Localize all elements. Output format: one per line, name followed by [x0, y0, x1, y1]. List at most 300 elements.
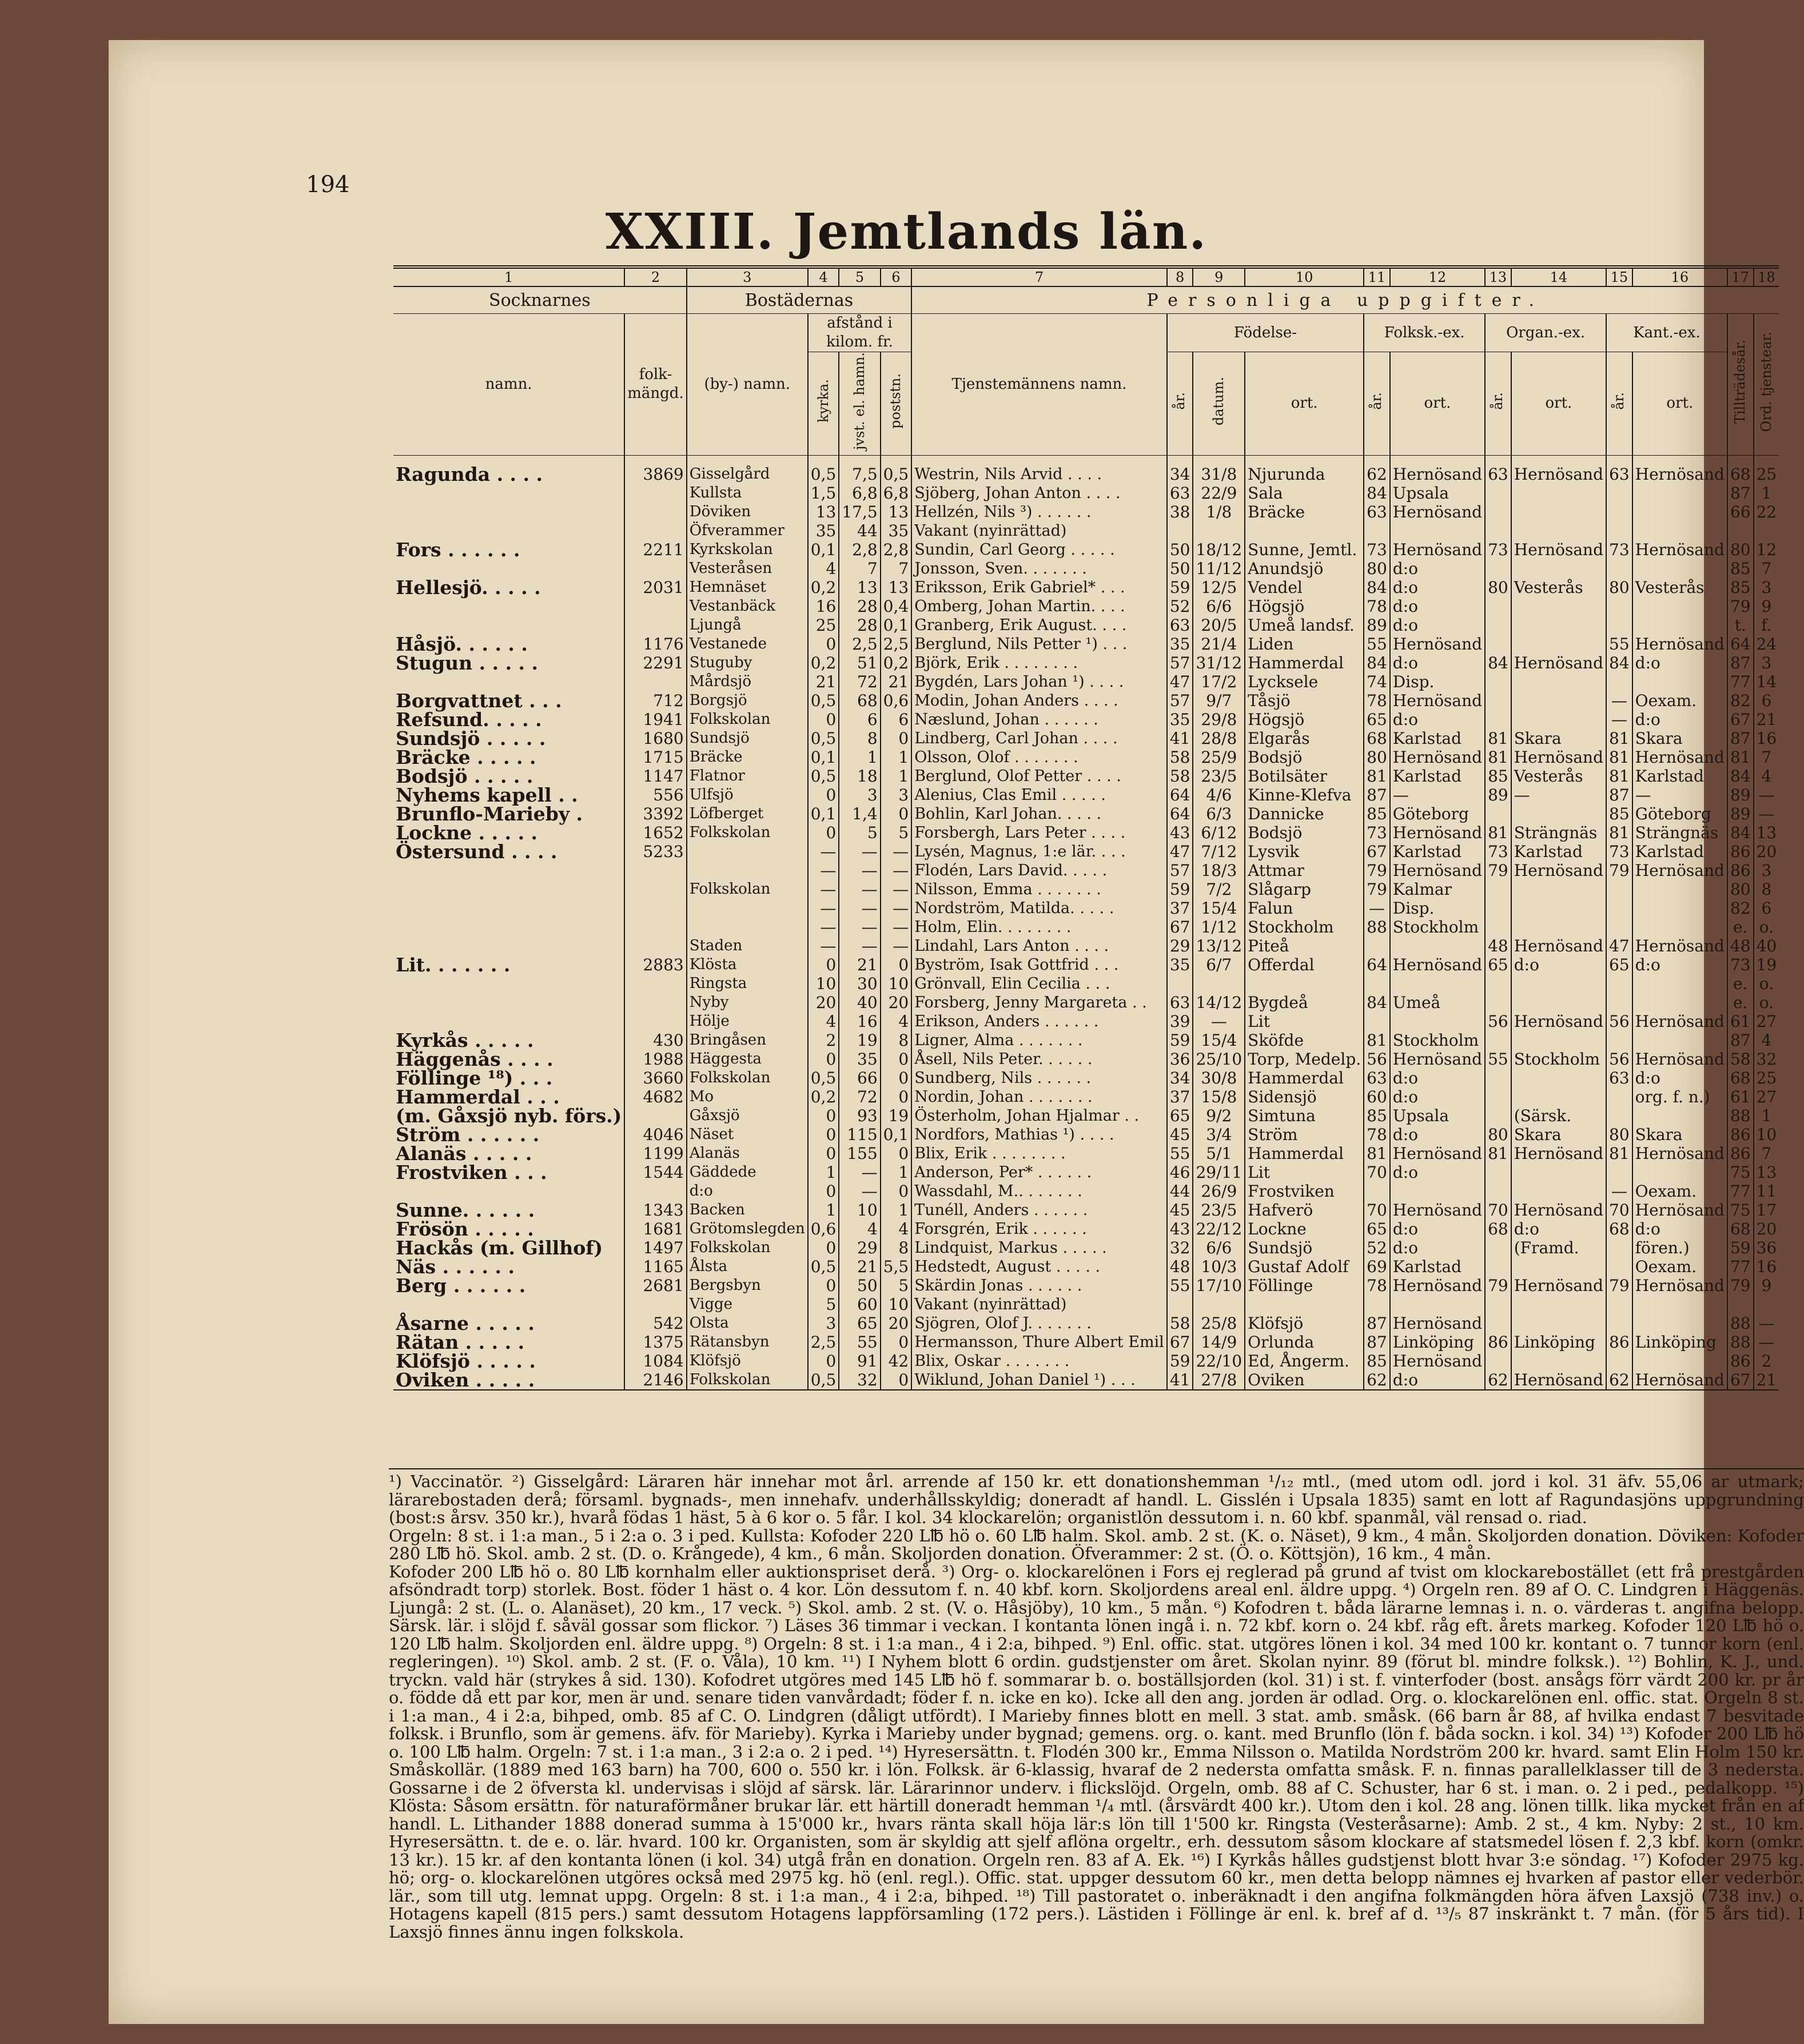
cell-birth-date: 23/5	[1193, 767, 1245, 786]
cell-folksk-year: 63	[1364, 1069, 1390, 1087]
table-row	[393, 559, 1779, 578]
cell-dist-railway: 29	[839, 1238, 880, 1257]
cell-entry-year: 80	[1727, 880, 1754, 899]
cell-dist-railway: 65	[839, 1314, 880, 1333]
cell-birth-year: 38	[1167, 503, 1193, 521]
column-number-row	[393, 267, 1779, 286]
cell-village: Löfberget	[687, 804, 808, 823]
cell-organ-place: Skara	[1511, 1125, 1606, 1144]
table-row	[393, 672, 1779, 691]
cell-folksk-year: 68	[1364, 729, 1390, 748]
cell-birth-place: Klöfsjö	[1245, 1314, 1364, 1333]
cell-dist-church: 0,2	[808, 1087, 839, 1106]
cell-dist-railway: —	[839, 842, 880, 861]
cell-service-years: 3	[1754, 861, 1779, 880]
cell-parish: Åsarne . . . . .	[396, 1312, 535, 1334]
cell-birth-year: 45	[1167, 1201, 1193, 1220]
cell-entry-year: 68	[1727, 1069, 1754, 1087]
cell-birth-place: Umeå landsf.	[1245, 616, 1364, 635]
cell-kant-year	[1606, 1295, 1632, 1314]
cell-birth-place: Lit	[1245, 1163, 1364, 1182]
cell-village: Borgsjö	[687, 691, 808, 710]
cell-population: 3392	[624, 804, 686, 823]
cell-parish: Borgvattnet . . .	[396, 689, 562, 712]
cell-official: Erikson, Anders . . . . . .	[911, 1012, 1167, 1031]
cell-village	[687, 918, 808, 937]
cell-population: 1375	[624, 1333, 686, 1352]
cell-service-years: 20	[1754, 842, 1779, 861]
cell-organ-place: Skara	[1511, 729, 1606, 748]
header-folksk-exam: Folksk.-ex.	[1364, 314, 1485, 352]
cell-village: Backen	[687, 1201, 808, 1220]
cell-kant-place: Karlstad	[1632, 842, 1727, 861]
cell-population: 2146	[624, 1370, 686, 1390]
cell-dist-post: 0	[881, 955, 912, 974]
cell-kant-year	[1606, 672, 1632, 691]
cell-entry-year: 61	[1727, 1012, 1754, 1031]
cell-organ-year	[1485, 1069, 1511, 1087]
cell-kant-place: Hernösand	[1632, 748, 1727, 767]
table-row	[393, 1220, 1779, 1238]
cell-organ-year	[1485, 918, 1511, 937]
cell-village: Öfverammer	[687, 521, 808, 540]
cell-folksk-place: d:o	[1390, 1220, 1485, 1238]
cell-organ-place: Hernösand	[1511, 937, 1606, 955]
cell-organ-place	[1511, 993, 1606, 1012]
cell-parish	[393, 1295, 624, 1314]
cell-birth-year: 57	[1167, 654, 1193, 672]
cell-birth-place: Gustaf Adolf	[1245, 1257, 1364, 1276]
cell-population: 542	[624, 1314, 686, 1333]
cell-organ-year: 81	[1485, 823, 1511, 842]
cell-birth-date: 18/12	[1193, 540, 1245, 559]
cell-dist-post: 1	[881, 1163, 912, 1182]
cell-folksk-year: 78	[1364, 1276, 1390, 1295]
cell-birth-place: Njurunda	[1245, 455, 1364, 484]
cell-dist-railway: 66	[839, 1069, 880, 1087]
cell-official: Ligner, Alma . . . . . . .	[911, 1031, 1167, 1050]
cell-dist-railway: 6	[839, 710, 880, 729]
cell-organ-year: 81	[1485, 748, 1511, 767]
cell-birth-year: 44	[1167, 1182, 1193, 1201]
cell-service-years: 21	[1754, 1370, 1779, 1390]
cell-organ-place	[1511, 1295, 1606, 1314]
cell-parish: Alanäs . . . . .	[396, 1142, 532, 1165]
cell-service-years: 24	[1754, 635, 1779, 654]
cell-birth-date: 6/7	[1193, 955, 1245, 974]
cell-official: Hellzén, Nils ³) . . . . . .	[911, 503, 1167, 521]
cell-parish: Föllinge ¹⁸) . . .	[396, 1066, 553, 1089]
cell-service-years: 22	[1754, 503, 1779, 521]
cell-organ-place: Hernösand	[1511, 1370, 1606, 1390]
cell-dist-church: —	[808, 918, 839, 937]
cell-folksk-place: d:o	[1390, 1069, 1485, 1087]
cell-service-years: 14	[1754, 672, 1779, 691]
cell-dist-church: —	[808, 937, 839, 955]
cell-organ-place: d:o	[1511, 1220, 1606, 1238]
cell-service-years: 9	[1754, 597, 1779, 616]
cell-village: Gäddede	[687, 1163, 808, 1182]
cell-birth-date: 22/9	[1193, 484, 1245, 503]
cell-organ-year: 62	[1485, 1370, 1511, 1390]
cell-entry-year: 88	[1727, 1333, 1754, 1352]
cell-kant-year: 62	[1606, 1370, 1632, 1390]
cell-kant-place: Hernösand	[1632, 635, 1727, 654]
cell-organ-year	[1485, 804, 1511, 823]
cell-birth-date: 3/4	[1193, 1125, 1245, 1144]
cell-official: Lindquist, Markus . . . . .	[911, 1238, 1167, 1257]
cell-dist-railway: —	[839, 861, 880, 880]
cell-service-years: —	[1754, 786, 1779, 804]
table-row	[393, 993, 1779, 1012]
cell-entry-year: 68	[1727, 455, 1754, 484]
cell-organ-year	[1485, 484, 1511, 503]
cell-parish: Östersund . . . .	[396, 840, 557, 863]
cell-organ-place	[1511, 974, 1606, 993]
cell-kant-year	[1606, 899, 1632, 918]
cell-dist-railway: 72	[839, 672, 880, 691]
cell-organ-year: 84	[1485, 654, 1511, 672]
cell-parish	[393, 521, 624, 540]
cell-service-years: o.	[1754, 918, 1779, 937]
cell-official: Westrin, Nils Arvid . . . .	[911, 455, 1167, 484]
cell-organ-year	[1485, 710, 1511, 729]
cell-entry-year: 58	[1727, 1050, 1754, 1069]
table-row	[393, 578, 1779, 597]
cell-folksk-year: 84	[1364, 654, 1390, 672]
colnum: 4	[808, 267, 839, 286]
cell-birth-place: Tåsjö	[1245, 691, 1364, 710]
cell-kant-place: —	[1632, 786, 1727, 804]
cell-folksk-year: 73	[1364, 823, 1390, 842]
cell-kant-place: Hernösand	[1632, 1276, 1727, 1295]
header-birth-place: ort.	[1245, 352, 1364, 456]
cell-kant-year: 55	[1606, 635, 1632, 654]
cell-kant-place: Karlstad	[1632, 767, 1727, 786]
cell-kant-place	[1632, 899, 1727, 918]
cell-dist-church: 0	[808, 710, 839, 729]
cell-birth-date: 11/12	[1193, 559, 1245, 578]
cell-kant-year: —	[1606, 1182, 1632, 1201]
table-row	[393, 1069, 1779, 1087]
cell-dist-church: 20	[808, 993, 839, 1012]
cell-service-years: 11	[1754, 1182, 1779, 1201]
cell-service-years: 16	[1754, 729, 1779, 748]
cell-kant-year: 73	[1606, 842, 1632, 861]
cell-entry-year: 77	[1727, 672, 1754, 691]
table-row	[393, 899, 1779, 918]
colnum: 17	[1727, 267, 1754, 286]
cell-dist-post: 5	[881, 1276, 912, 1295]
header-parish-name: namn.	[393, 314, 624, 456]
cell-birth-date: 29/8	[1193, 710, 1245, 729]
header-folksk-place: ort.	[1390, 352, 1485, 456]
cell-kant-place	[1632, 521, 1727, 540]
table-row	[393, 1295, 1779, 1314]
cell-birth-date: 7/12	[1193, 842, 1245, 861]
cell-birth-year: 39	[1167, 1012, 1193, 1031]
cell-dist-post: —	[881, 861, 912, 880]
cell-folksk-year: —	[1364, 899, 1390, 918]
cell-dist-railway: 155	[839, 1144, 880, 1163]
cell-folksk-place: d:o	[1390, 1163, 1485, 1182]
cell-birth-year: 36	[1167, 1050, 1193, 1069]
cell-dist-church: 0,5	[808, 691, 839, 710]
cell-birth-year: 50	[1167, 559, 1193, 578]
cell-birth-place: Offerdal	[1245, 955, 1364, 974]
cell-dist-church: 21	[808, 672, 839, 691]
cell-population: 1681	[624, 1220, 686, 1238]
cell-population	[624, 918, 686, 937]
cell-entry-year: 87	[1727, 1031, 1754, 1050]
cell-official: Hermansson, Thure Albert Emil	[911, 1333, 1167, 1352]
cell-birth-date	[1193, 974, 1245, 993]
cell-dist-railway: 6,8	[839, 484, 880, 503]
cell-entry-year: 87	[1727, 729, 1754, 748]
cell-kant-place	[1632, 993, 1727, 1012]
cell-population	[624, 672, 686, 691]
cell-kant-place	[1632, 1031, 1727, 1050]
cell-kant-year: —	[1606, 691, 1632, 710]
cell-folksk-place: Stockholm	[1390, 918, 1485, 937]
table-row	[393, 786, 1779, 804]
cell-kant-place	[1632, 597, 1727, 616]
cell-parish: Bräcke . . . . .	[396, 746, 536, 768]
cell-folksk-year: 88	[1364, 918, 1390, 937]
cell-population: 2211	[624, 540, 686, 559]
cell-dist-post: 13	[881, 578, 912, 597]
cell-birth-place: Bodsjö	[1245, 748, 1364, 767]
cell-population	[624, 880, 686, 899]
cell-dist-church: 0	[808, 786, 839, 804]
table-row	[393, 1314, 1779, 1333]
cell-dist-church: —	[808, 861, 839, 880]
cell-dist-post: 35	[881, 521, 912, 540]
cell-birth-year: 37	[1167, 899, 1193, 918]
cell-service-years: 1	[1754, 1106, 1779, 1125]
cell-birth-year: 45	[1167, 1125, 1193, 1144]
cell-dist-post: 0	[881, 1069, 912, 1087]
cell-dist-railway: 68	[839, 691, 880, 710]
cell-birth-place	[1245, 1295, 1364, 1314]
cell-birth-date: 10/3	[1193, 1257, 1245, 1276]
cell-service-years: 9	[1754, 1276, 1779, 1295]
cell-official: Bohlin, Karl Johan. . . . .	[911, 804, 1167, 823]
header-officials: Tjenstemännens namn.	[911, 314, 1167, 456]
cell-birth-place: Ström	[1245, 1125, 1364, 1144]
cell-birth-year: 35	[1167, 710, 1193, 729]
cell-village: Folkskolan	[687, 1370, 808, 1390]
cell-organ-place	[1511, 597, 1606, 616]
colnum: 8	[1167, 267, 1193, 286]
cell-organ-year: 70	[1485, 1201, 1511, 1220]
cell-folksk-year	[1364, 521, 1390, 540]
page-title: XXIII. Jemtlands län.	[605, 203, 1208, 261]
cell-folksk-place: d:o	[1390, 616, 1485, 635]
cell-birth-date: 6/6	[1193, 1238, 1245, 1257]
cell-official: Forsbergh, Lars Peter . . . .	[911, 823, 1167, 842]
cell-entry-year: 87	[1727, 484, 1754, 503]
cell-organ-year	[1485, 503, 1511, 521]
table-row	[393, 880, 1779, 899]
cell-parish: Lit. . . . . . .	[396, 953, 511, 976]
cell-parish	[393, 880, 624, 899]
cell-organ-year: 85	[1485, 767, 1511, 786]
table-row	[393, 1144, 1779, 1163]
cell-birth-year: 43	[1167, 823, 1193, 842]
cell-organ-year: 80	[1485, 1125, 1511, 1144]
cell-folksk-year	[1364, 937, 1390, 955]
cell-folksk-place: Hernösand	[1390, 691, 1485, 710]
cell-organ-place	[1511, 899, 1606, 918]
cell-folksk-year: 79	[1364, 861, 1390, 880]
cell-village: Folkskolan	[687, 823, 808, 842]
cell-organ-year	[1485, 1087, 1511, 1106]
cell-organ-year	[1485, 1106, 1511, 1125]
cell-kant-year	[1606, 1106, 1632, 1125]
cell-birth-date	[1193, 521, 1245, 540]
footnotes	[389, 1468, 1804, 1941]
header-birth: Födelse-	[1167, 314, 1364, 352]
cell-birth-date: 6/3	[1193, 804, 1245, 823]
cell-village: Klösta	[687, 955, 808, 974]
cell-birth-year	[1167, 521, 1193, 540]
cell-entry-year: 81	[1727, 748, 1754, 767]
cell-birth-place: Torp, Medelp.	[1245, 1050, 1364, 1069]
cell-service-years: —	[1754, 804, 1779, 823]
cell-entry-year: 66	[1727, 503, 1754, 521]
cell-entry-year: 82	[1727, 691, 1754, 710]
header-folksk-year: år.	[1368, 392, 1385, 410]
cell-population: 3660	[624, 1069, 686, 1087]
colnum: 5	[839, 267, 880, 286]
cell-village: Ringsta	[687, 974, 808, 993]
cell-organ-place	[1511, 559, 1606, 578]
cell-folksk-year: 81	[1364, 767, 1390, 786]
cell-parish: Ström . . . . . .	[396, 1123, 540, 1146]
cell-birth-place	[1245, 974, 1364, 993]
cell-village: Gisselgård	[687, 455, 808, 484]
cell-birth-year: 63	[1167, 993, 1193, 1012]
cell-entry-year: 87	[1727, 654, 1754, 672]
cell-folksk-place: Upsala	[1390, 484, 1485, 503]
cell-dist-railway: 60	[839, 1295, 880, 1314]
cell-organ-year	[1485, 691, 1511, 710]
cell-dist-church: 0,1	[808, 748, 839, 767]
footnote-paragraph: Kofoder 200 L℔ hö o. 80 L℔ kornhalm eller auktionspriset derå. ³) Org- o. klockarelönen i Fors ej reglerad på grund af tvist om klockarebostället (ett frå prestgården afsöndradt torp) storlek. Bost. föder 1 häst o. 4 kor. Lön dessutom f. n. 40 kbf. korn. Skoljordens areal enl. äldre uppg. ⁴) Orgeln ren. 89 af O. C. Lindgren i Häggenäs. Ljungå: 2 st. (L. o. Alanäset), 20 km., 17 veck. ⁵) Skol. amb. 2 st. (V. o. Håsjöby), 10 km., 5 mån. ⁶) Kofodren t. båda lärarne lemnas i. n. o. värderas t. angifna belopp. Särsk. lär. i slöjd f. såväl gossar som flickor. ⁷) Läses 36 timmar i veckan. I kontanta lönen ingå i. n. 72 kbf. korn o. 24 kbf. råg eft. årets markeg. Kofoder 120 L℔ hö o. 120 L℔ halm. Skoljorden enl. äldre uppg. ⁸) Orgeln: 8 st. i 1:a man., 4 i 2:a, bihped. ⁹) Enl. offic. stat. utgöres lönen i kol. 34 med 100 kr. kontant o. 7 tunnor korn (enl. regleringen). ¹⁰) Skol. amb. 2 st. (F. o. Våla), 10 km. ¹¹) I Nyhem blott 6 ordin. gudstjenster om året. Skolan nyinr. 89 (förut bl. mindre folksk.). ¹²) Bohlin, K. J., und. tryckn. vald här (strykes å sid. 130). Kofodret utgöres med 145 L℔ hö f. sommarar b. o. boställsjorden (kol. 31) i st. f. vinterfoder (bost. ansågs förr värdt 200 kr. pr år o. födde då ett par kor, men är und. senare tiden vanvårdadt; föder f. n. icke en ko). Icke all den ang. jorden är odlad. Org. o. klockarelönen enl. offic. stat. Orgeln 8 st. i 1:a man., 4 i 2:a, bihped, omb. 85 af C. O. Lindgren (dåligt utfördt). I Marieby finnes blott en mell. 3 stat. amb. småsk. (66 barn år 88, af hvilka endast 7 besvitade folksk. i Brunflo, som är gemens. äfv. för Marieby). Kyrka i Marieby under bygnad; gemens. org. o. kant. med Brunflo (lön f. båda sockn. i kol. 34) ¹³) Kofoder 200 L℔ hö o. 100 L℔ halm. Orgeln: 7 st. i 1:a man., 3 i 2:a o. 2 i ped. ¹⁴) Hyresersättn. t. Flodén 300 kr., Emma Nilsson o. Matilda Nordström 200 kr. hvard. samt Elin Holm 150 kr. Småskollär. (1889 med 163 barn) ha 700, 600 o. 550 kr. i lön. Folksk. är 6-klassig, hvaraf de 2 nedersta omfatta småsk. F. n. finnas parallelklasser till de 3 nedersta. Gossarne i de 2 öfversta kl. undervisas i slöjd af särsk. lär. Lärarinnor underv. i flickslöjd. Orgeln, omb. 88 af C. Schuster, har 6 st. i man. o. 2 i ped., pedalkopp. ¹⁵) Klösta: Såsom ersättn. för naturaförmåner brukar lär. ett härtill doneradt hemman ¹/₄ mtl. (årsvärdt 400 kr.). Utom den i kol. 28 ang. lönen tillk. lika mycket från en af handl. L. Lithander 1888 donerad summa à 15'000 kr., hvars ränta skall höja lär:s lön till 1'500 kr. Ringsta (Vesteråsarne): Amb. 2 st., 4 km. Nyby: 2 st., 10 km. Hyresersättn. t. de e. o. lär. hvard. 100 kr. Organisten, som är skyldig att sjelf aflöna orgeltr., erh. dessutom såsom klockare af statsmedel lösen f. 2,3 kbf. korn (omkr. 13 kr.). 15 kr. af den kontanta lönen (i kol. 34) utgå från en donation. Orgeln ren. 83 af A. Ek. ¹⁶) I Kyrkås hålles gudstjenst blott hvar 3:e söndag. ¹⁷) Kofoder 2975 kg. hö; org- o. klockarelönen utgöres också med 2975 kg. hö (enl. regl.). Offic. stat. uppger dessutom 60 kr., men detta belopp nämnes ej hvarken af pastor eller vederbör. lär., som till utg. lemnat uppg. Orgeln: 8 st. i 1:a man., 4 i 2:a, bihped. ¹⁸) Till pastoratet o. inberäknadt i den angifna folkmängden höra äfven Laxsjö (738 inv.) o. Hotagens kapell (815 pers.) samt dessutom Hotagens lappförsamling (172 pers.). Lästiden i Föllinge är enl. k. bref af d. ¹³/₅ 87 inskränkt t. 7 mån. (för 5 års tid). I Laxsjö finnes ännu ingen folkskola.	[389, 1561, 1804, 1942]
cell-parish: Klöfsjö . . . . .	[396, 1349, 536, 1372]
table-row	[393, 1352, 1779, 1370]
cell-organ-year	[1485, 635, 1511, 654]
cell-birth-year: 59	[1167, 1352, 1193, 1370]
cell-service-years: 10	[1754, 1125, 1779, 1144]
cell-parish: Ragunda . . . .	[396, 463, 543, 485]
cell-official: Lindberg, Carl Johan . . . .	[911, 729, 1167, 748]
cell-dist-railway: 35	[839, 1050, 880, 1069]
cell-village: Vigge	[687, 1295, 808, 1314]
cell-birth-date: 31/8	[1193, 455, 1245, 484]
cell-parish	[393, 503, 624, 521]
cell-village: Olsta	[687, 1314, 808, 1333]
cell-birth-date: 18/3	[1193, 861, 1245, 880]
group-personliga: Personliga uppgifter.	[911, 286, 1779, 314]
cell-kant-place: Strängnäs	[1632, 823, 1727, 842]
cell-birth-year: 41	[1167, 1370, 1193, 1390]
cell-dist-railway: 4	[839, 1220, 880, 1238]
cell-dist-church: 0,1	[808, 804, 839, 823]
cell-organ-place	[1511, 616, 1606, 635]
cell-kant-place: Hernösand	[1632, 1050, 1727, 1069]
cell-birth-year: 57	[1167, 861, 1193, 880]
cell-birth-year: 59	[1167, 578, 1193, 597]
cell-folksk-place: Karlstad	[1390, 1257, 1485, 1276]
cell-organ-year	[1485, 880, 1511, 899]
cell-birth-year: 57	[1167, 691, 1193, 710]
cell-birth-year: 32	[1167, 1238, 1193, 1257]
cell-kant-place: Hernösand	[1632, 1144, 1727, 1163]
cell-dist-post: 20	[881, 993, 912, 1012]
cell-population	[624, 559, 686, 578]
cell-birth-date: 20/5	[1193, 616, 1245, 635]
cell-birth-place: Ed, Ångerm.	[1245, 1352, 1364, 1370]
colnum: 6	[881, 267, 912, 286]
cell-birth-place: Piteå	[1245, 937, 1364, 955]
cell-official: Omberg, Johan Martin. . . .	[911, 597, 1167, 616]
cell-folksk-year: 69	[1364, 1257, 1390, 1276]
cell-birth-date: 22/12	[1193, 1220, 1245, 1238]
cell-parish	[393, 597, 624, 616]
cell-dist-post: 0	[881, 1144, 912, 1163]
cell-entry-year: 86	[1727, 861, 1754, 880]
cell-organ-year	[1485, 1314, 1511, 1333]
header-village-name: (by-) namn.	[687, 314, 808, 456]
cell-organ-year: 86	[1485, 1333, 1511, 1352]
cell-organ-place	[1511, 691, 1606, 710]
cell-entry-year: e.	[1727, 993, 1754, 1012]
cell-folksk-year: 84	[1364, 484, 1390, 503]
cell-birth-year	[1167, 1295, 1193, 1314]
cell-organ-place: Vesterås	[1511, 578, 1606, 597]
table-row	[393, 1050, 1779, 1069]
cell-dist-church: 0	[808, 1276, 839, 1295]
cell-folksk-place: Hernösand	[1390, 823, 1485, 842]
cell-parish	[393, 1182, 624, 1201]
cell-kant-place	[1632, 918, 1727, 937]
cell-service-years: 32	[1754, 1050, 1779, 1069]
cell-dist-railway: 40	[839, 993, 880, 1012]
cell-dist-post: 0,1	[881, 1125, 912, 1144]
cell-dist-post: 0	[881, 1333, 912, 1352]
cell-birth-place: Hammerdal	[1245, 1144, 1364, 1163]
cell-folksk-place: Hernösand	[1390, 1201, 1485, 1220]
cell-birth-place: Bräcke	[1245, 503, 1364, 521]
cell-organ-place: Hernösand	[1511, 1012, 1606, 1031]
cell-folksk-year: 78	[1364, 1125, 1390, 1144]
cell-folksk-year: 52	[1364, 1238, 1390, 1257]
cell-dist-railway: 91	[839, 1352, 880, 1370]
cell-entry-year: 59	[1727, 1238, 1754, 1257]
cell-folksk-place: d:o	[1390, 1238, 1485, 1257]
cell-organ-place	[1511, 1257, 1606, 1276]
cell-dist-railway: 51	[839, 654, 880, 672]
cell-organ-place	[1511, 804, 1606, 823]
cell-population	[624, 974, 686, 993]
cell-dist-church: 0,5	[808, 1069, 839, 1087]
cell-organ-place: Karlstad	[1511, 842, 1606, 861]
cell-village: Sundsjö	[687, 729, 808, 748]
cell-folksk-year	[1364, 974, 1390, 993]
cell-service-years: 6	[1754, 899, 1779, 918]
